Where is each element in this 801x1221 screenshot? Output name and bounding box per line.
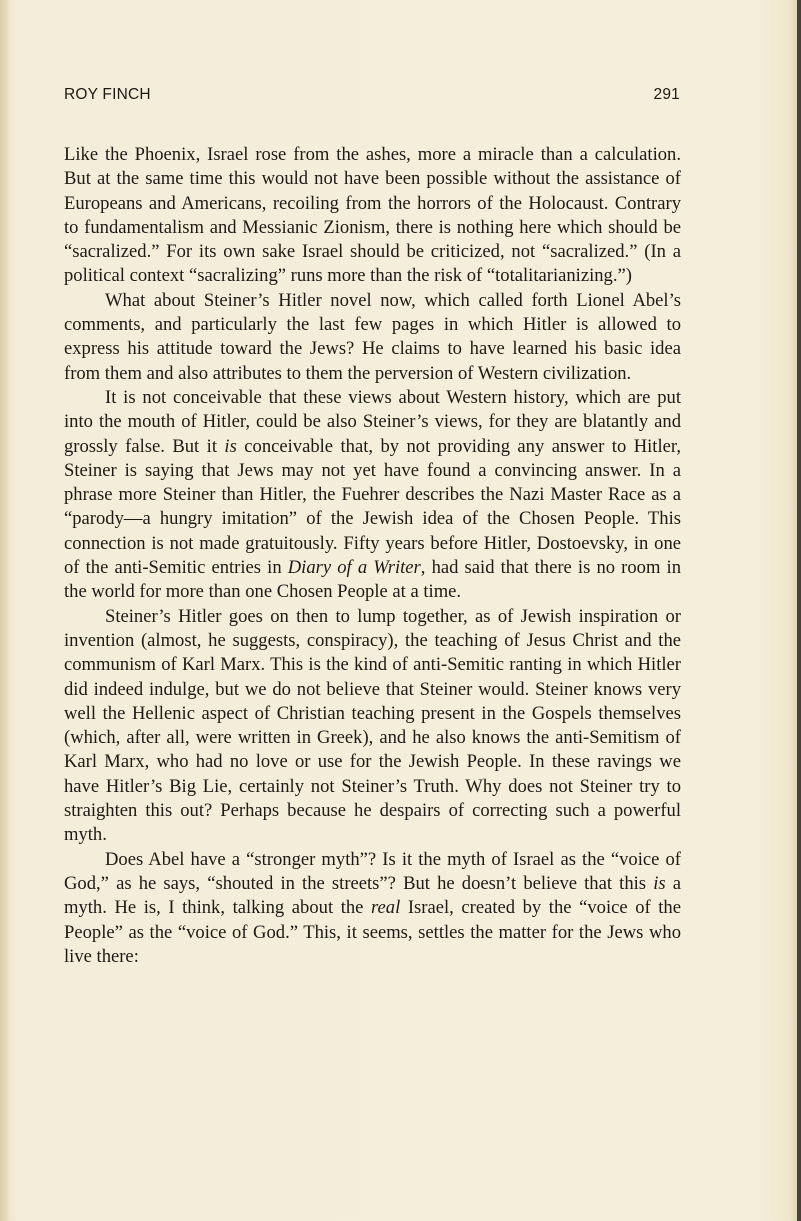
italic-text: is bbox=[653, 872, 666, 894]
paragraph bbox=[64, 143, 681, 289]
text-run: It is not conceivable that these views about Western history, which are put into the mouth of Hitler, could be also Steiner’s views, for they are blatantly and grossly false. But it bbox=[64, 386, 681, 457]
text-run: Does Abel have a “stronger myth”? Is it the myth of Israel as the “voice of God,” as he says, “shouted in the streets”? But he doesn’t believe that this bbox=[64, 848, 681, 894]
text-run: What about Steiner’s Hitler novel now, which called forth Lionel Abel’s comments, and particularly the last few pages in which Hitler is allowed to express his attitude toward the Jews? He claims to have learned his basic idea from them and also attributes to them the perversion of Western civilization. bbox=[64, 289, 681, 384]
paragraph bbox=[64, 605, 681, 848]
text-run: , had said that there is no room in the world for more than one Chosen People at a time. bbox=[64, 557, 681, 603]
body-text bbox=[64, 143, 681, 969]
italic-text: real bbox=[371, 897, 401, 919]
italic-text: is bbox=[224, 435, 237, 457]
text-run: conceivable that, by not providing any answer to Hitler, Steiner is saying that Jews may not yet have found a convincing answer. In a phrase more Steiner than Hitler, the Fuehrer describes the Nazi Master Race as a “parody—a hungry imitation” of the Jewish idea of the Chosen People. This connection is not made gratuitously. Fifty years before Hitler, Dostoevsky, in one of the anti-Semitic entries in bbox=[64, 435, 681, 579]
text-run: a myth. He is, I think, talking about the bbox=[64, 872, 681, 919]
text-run: Israel, created by the “voice of the People” as the “voice of God.” This, it seems, settles the matter for the Jews who live there: bbox=[64, 897, 681, 967]
text-run: Like the Phoenix, Israel rose from the ashes, more a miracle than a calculation. But at the same time this would not have been possible without the assistance of Europeans and Americans, recoiling from the horrors of the Holocaust. Contrary to fundamentalism and Messianic Zionism, there is nothing here which should be “sacralized.” For its own sake Israel should be criticized, not “sacralized.” (In a political context “sacralizing” runs more than the risk of “totalitarianizing.”) bbox=[64, 144, 681, 287]
page-edge bbox=[797, 0, 801, 1221]
paragraph bbox=[64, 848, 681, 969]
page-header bbox=[64, 86, 680, 106]
page-gutter-shadow bbox=[0, 0, 10, 1221]
running-head: ROY FINCH bbox=[64, 86, 151, 103]
paragraph bbox=[64, 386, 681, 605]
page-number: 291 bbox=[653, 86, 680, 103]
text-run: Steiner’s Hitler goes on then to lump together, as of Jewish inspiration or invention (almost, he suggests, conspiracy), the teaching of Jesus Christ and the communism of Karl Marx. This is the kind of anti-Semitic ranting in which Hitler did indeed indulge, but we do not believe that Steiner would. Steiner knows very well the Hellenic aspect of Christian teaching present in the Gospels themselves (which, after all, were written in Greek), and he also knows the anti-Semitism of Karl Marx, who had no love or use for the Jewish People. In these ravings we have Hitler’s Big Lie, certainly not Steiner’s Truth. Why does not Steiner try to straighten this out? Perhaps because he despairs of correcting such a powerful myth. bbox=[64, 605, 681, 846]
paragraph bbox=[64, 289, 681, 386]
italic-text: Diary of a Writer bbox=[287, 557, 421, 579]
